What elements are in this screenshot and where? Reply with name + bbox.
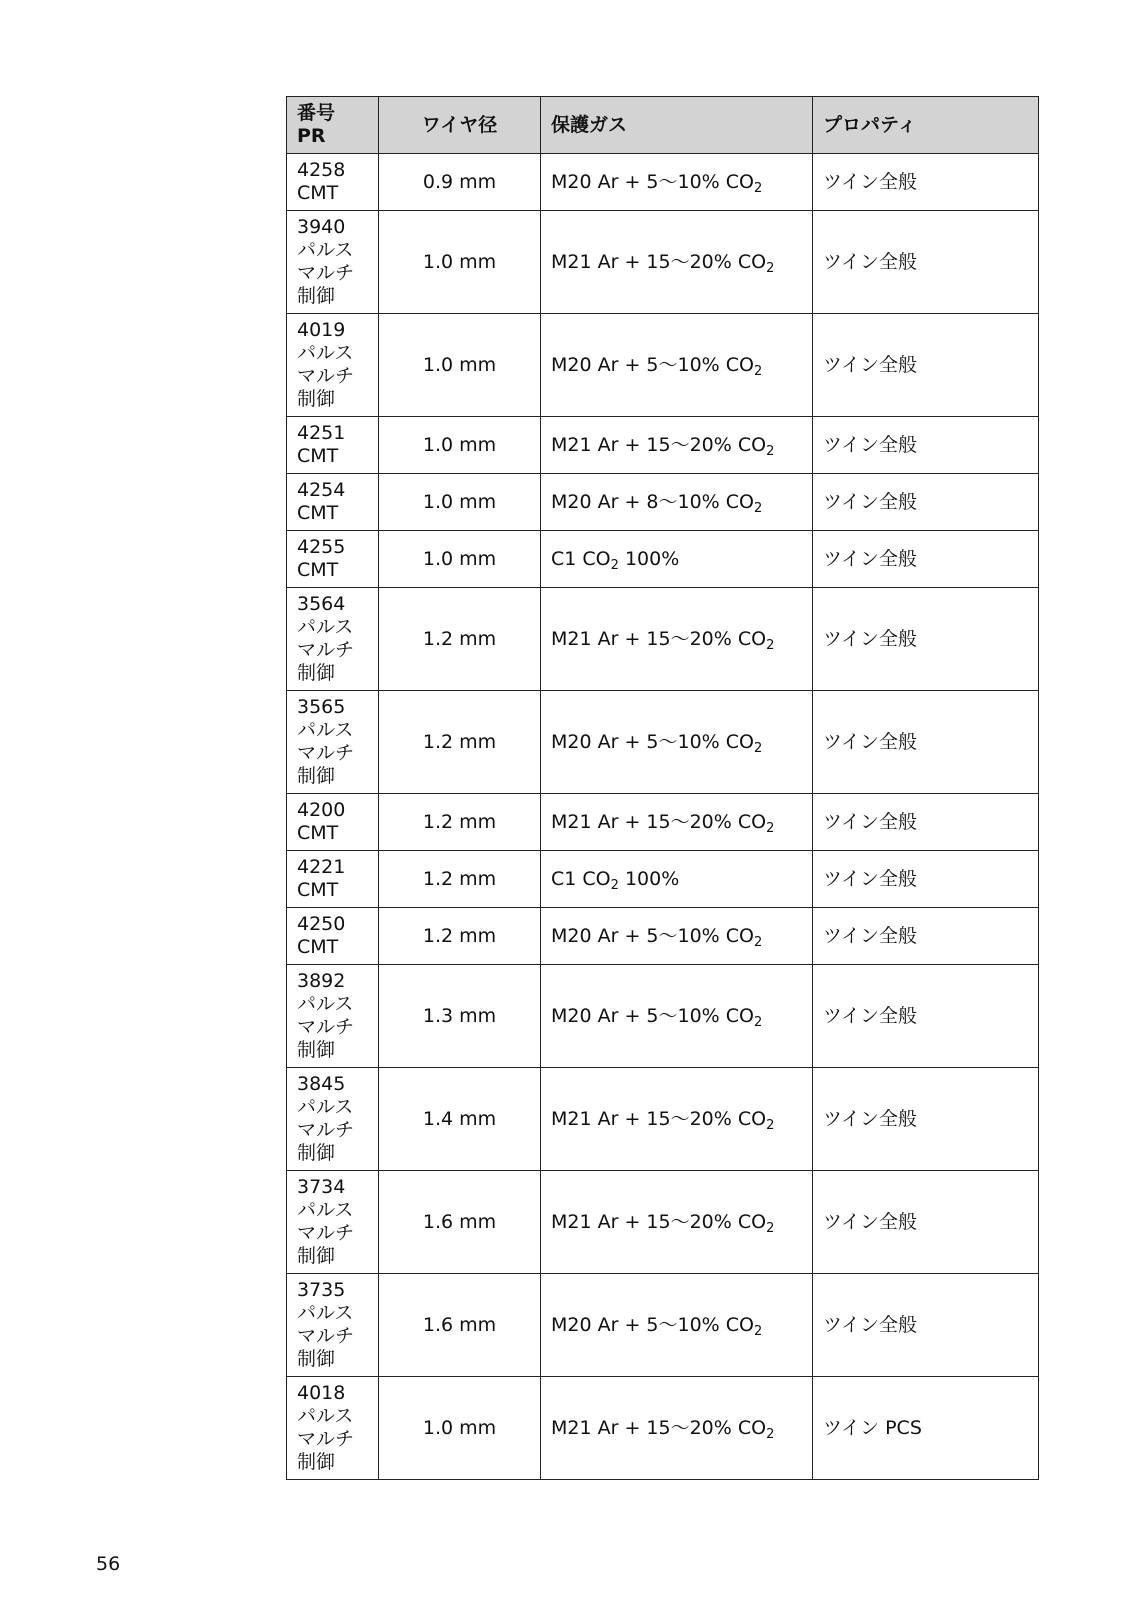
cell-wire-diameter: 1.0 mm — [379, 417, 541, 474]
process-line: マルチ — [297, 1428, 355, 1450]
table-row — [287, 908, 1039, 965]
cell-number — [287, 851, 379, 908]
gas-subscript: 2 — [766, 820, 775, 836]
header-number-line2: PR — [297, 125, 326, 147]
cell-property: ツイン全般 — [813, 417, 1039, 474]
cell-wire-diameter: 1.0 mm — [379, 474, 541, 531]
process-line: CMT — [297, 879, 339, 901]
gas-text: M20 Ar + 8〜10% CO — [551, 490, 754, 513]
gas-text: M21 Ar + 15〜20% CO — [551, 1416, 767, 1439]
cell-shielding-gas — [541, 1171, 813, 1274]
cell-number — [287, 1068, 379, 1171]
gas-text: M20 Ar + 5〜10% CO — [551, 924, 754, 947]
program-number: 4019 — [297, 319, 346, 341]
cell-wire-diameter: 1.6 mm — [379, 1274, 541, 1377]
table-row — [287, 314, 1039, 417]
gas-subscript: 2 — [766, 637, 775, 653]
process-line: パルス — [297, 1405, 354, 1427]
table-row — [287, 154, 1039, 211]
table-row — [287, 965, 1039, 1068]
cell-shielding-gas — [541, 417, 813, 474]
cell-shielding-gas — [541, 965, 813, 1068]
table-row — [287, 474, 1039, 531]
table-row — [287, 851, 1039, 908]
cell-shielding-gas — [541, 314, 813, 417]
process-line: CMT — [297, 559, 339, 581]
process-line: 制御 — [297, 1142, 336, 1164]
gas-subscript: 2 — [754, 180, 763, 196]
process-line: パルス — [297, 616, 354, 638]
cell-property: ツイン全般 — [813, 1171, 1039, 1274]
table-row — [287, 211, 1039, 314]
process-line: パルス — [297, 1199, 354, 1221]
process-line: マルチ — [297, 1325, 355, 1347]
gas-text: M21 Ar + 15〜20% CO — [551, 1107, 767, 1130]
cell-wire-diameter: 1.0 mm — [379, 531, 541, 588]
table-body — [287, 154, 1039, 1480]
cell-shielding-gas — [541, 154, 813, 211]
program-number: 4200 — [297, 799, 346, 821]
header-property: プロパティ — [813, 97, 1039, 154]
gas-subscript: 2 — [766, 260, 775, 276]
table-row — [287, 1274, 1039, 1377]
cell-number — [287, 417, 379, 474]
process-line: マルチ — [297, 1016, 355, 1038]
process-line: CMT — [297, 936, 339, 958]
gas-text: C1 CO — [551, 867, 611, 890]
cell-property: ツイン全般 — [813, 908, 1039, 965]
header-wire: ワイヤ径 — [379, 97, 541, 154]
gas-subscript: 2 — [610, 877, 619, 893]
process-line: パルス — [297, 719, 354, 741]
gas-text: M20 Ar + 5〜10% CO — [551, 1313, 754, 1336]
table-row — [287, 1068, 1039, 1171]
program-number: 3734 — [297, 1176, 346, 1198]
program-number: 3564 — [297, 593, 346, 615]
cell-wire-diameter: 0.9 mm — [379, 154, 541, 211]
cell-wire-diameter: 1.6 mm — [379, 1171, 541, 1274]
gas-text: M21 Ar + 15〜20% CO — [551, 1210, 767, 1233]
gas-suffix: 100% — [618, 867, 680, 890]
gas-text: M21 Ar + 15〜20% CO — [551, 433, 767, 456]
cell-shielding-gas — [541, 531, 813, 588]
cell-property: ツイン全般 — [813, 794, 1039, 851]
cell-number — [287, 1274, 379, 1377]
program-number: 3940 — [297, 216, 346, 238]
cell-property: ツイン全般 — [813, 588, 1039, 691]
cell-wire-diameter: 1.4 mm — [379, 1068, 541, 1171]
process-line: CMT — [297, 445, 339, 467]
cell-property: ツイン全般 — [813, 691, 1039, 794]
process-line: パルス — [297, 1096, 354, 1118]
gas-subscript: 2 — [754, 363, 763, 379]
program-number: 4254 — [297, 479, 346, 501]
table-header-row — [287, 97, 1039, 154]
cell-property: ツイン全般 — [813, 965, 1039, 1068]
cell-shielding-gas — [541, 474, 813, 531]
process-line: マルチ — [297, 639, 355, 661]
gas-subscript: 2 — [610, 557, 619, 573]
gas-subscript: 2 — [754, 500, 763, 516]
gas-text: M21 Ar + 15〜20% CO — [551, 627, 767, 650]
table-row — [287, 794, 1039, 851]
cell-shielding-gas — [541, 1274, 813, 1377]
process-line: パルス — [297, 1302, 354, 1324]
table-row — [287, 417, 1039, 474]
cell-number — [287, 794, 379, 851]
program-number: 3845 — [297, 1073, 346, 1095]
cell-number — [287, 691, 379, 794]
table-row — [287, 531, 1039, 588]
cell-shielding-gas — [541, 851, 813, 908]
process-line: CMT — [297, 502, 339, 524]
process-line: 制御 — [297, 1451, 336, 1473]
header-gas: 保護ガス — [541, 97, 813, 154]
cell-property: ツイン全般 — [813, 154, 1039, 211]
gas-subscript: 2 — [766, 443, 775, 459]
process-line: 制御 — [297, 285, 336, 307]
program-number: 3735 — [297, 1279, 346, 1301]
gas-text: M20 Ar + 5〜10% CO — [551, 730, 754, 753]
program-number: 4221 — [297, 856, 346, 878]
process-line: パルス — [297, 239, 354, 261]
cell-wire-diameter: 1.2 mm — [379, 908, 541, 965]
program-number: 3892 — [297, 970, 346, 992]
cell-wire-diameter: 1.2 mm — [379, 588, 541, 691]
cell-wire-diameter: 1.2 mm — [379, 794, 541, 851]
cell-shielding-gas — [541, 691, 813, 794]
process-line: パルス — [297, 342, 354, 364]
cell-number — [287, 908, 379, 965]
cell-number — [287, 474, 379, 531]
gas-subscript: 2 — [766, 1117, 775, 1133]
cell-property: ツイン PCS — [813, 1377, 1039, 1480]
program-number: 4250 — [297, 913, 346, 935]
gas-subscript: 2 — [754, 934, 763, 950]
gas-text: M21 Ar + 15〜20% CO — [551, 250, 767, 273]
process-line: 制御 — [297, 662, 336, 684]
process-line: マルチ — [297, 1119, 355, 1141]
cell-property: ツイン全般 — [813, 1068, 1039, 1171]
gas-suffix: 100% — [618, 547, 680, 570]
gas-subscript: 2 — [766, 1426, 775, 1442]
process-line: 制御 — [297, 765, 336, 787]
cell-number — [287, 588, 379, 691]
table-row — [287, 588, 1039, 691]
cell-shielding-gas — [541, 1377, 813, 1480]
program-number: 4251 — [297, 422, 346, 444]
cell-property: ツイン全般 — [813, 474, 1039, 531]
page-number: 56 — [96, 1553, 121, 1575]
header-number-line1: 番号 — [297, 102, 336, 124]
cell-shielding-gas — [541, 794, 813, 851]
program-number: 3565 — [297, 696, 346, 718]
gas-text: C1 CO — [551, 547, 611, 570]
cell-wire-diameter: 1.0 mm — [379, 314, 541, 417]
cell-property: ツイン全般 — [813, 211, 1039, 314]
cell-wire-diameter: 1.2 mm — [379, 851, 541, 908]
header-number — [287, 97, 379, 154]
cell-shielding-gas — [541, 908, 813, 965]
cell-number — [287, 1171, 379, 1274]
process-line: マルチ — [297, 262, 355, 284]
cell-shielding-gas — [541, 211, 813, 314]
gas-text: M20 Ar + 5〜10% CO — [551, 353, 754, 376]
gas-text: M20 Ar + 5〜10% CO — [551, 1004, 754, 1027]
cell-property: ツイン全般 — [813, 531, 1039, 588]
cell-wire-diameter: 1.2 mm — [379, 691, 541, 794]
process-line: マルチ — [297, 1222, 355, 1244]
cell-number — [287, 154, 379, 211]
cell-property: ツイン全般 — [813, 314, 1039, 417]
process-line: 制御 — [297, 388, 336, 410]
cell-property: ツイン全般 — [813, 851, 1039, 908]
cell-property: ツイン全般 — [813, 1274, 1039, 1377]
gas-text: M21 Ar + 15〜20% CO — [551, 810, 767, 833]
cell-number — [287, 965, 379, 1068]
gas-subscript: 2 — [754, 1323, 763, 1339]
process-line: 制御 — [297, 1348, 336, 1370]
cell-number — [287, 314, 379, 417]
process-line: マルチ — [297, 742, 355, 764]
process-line: CMT — [297, 822, 339, 844]
process-line: パルス — [297, 993, 354, 1015]
cell-wire-diameter: 1.0 mm — [379, 211, 541, 314]
program-number: 4018 — [297, 1382, 346, 1404]
cell-shielding-gas — [541, 588, 813, 691]
cell-wire-diameter: 1.0 mm — [379, 1377, 541, 1480]
table-row — [287, 691, 1039, 794]
gas-subscript: 2 — [754, 740, 763, 756]
program-number: 4258 — [297, 159, 346, 181]
process-line: マルチ — [297, 365, 355, 387]
program-table — [286, 96, 1039, 1480]
cell-shielding-gas — [541, 1068, 813, 1171]
cell-wire-diameter: 1.3 mm — [379, 965, 541, 1068]
gas-subscript: 2 — [754, 1014, 763, 1030]
table-row — [287, 1171, 1039, 1274]
gas-text: M20 Ar + 5〜10% CO — [551, 170, 754, 193]
process-line: 制御 — [297, 1245, 336, 1267]
gas-subscript: 2 — [766, 1220, 775, 1236]
process-line: CMT — [297, 182, 339, 204]
cell-number — [287, 531, 379, 588]
cell-number — [287, 1377, 379, 1480]
cell-number — [287, 211, 379, 314]
program-number: 4255 — [297, 536, 346, 558]
table-row — [287, 1377, 1039, 1480]
process-line: 制御 — [297, 1039, 336, 1061]
